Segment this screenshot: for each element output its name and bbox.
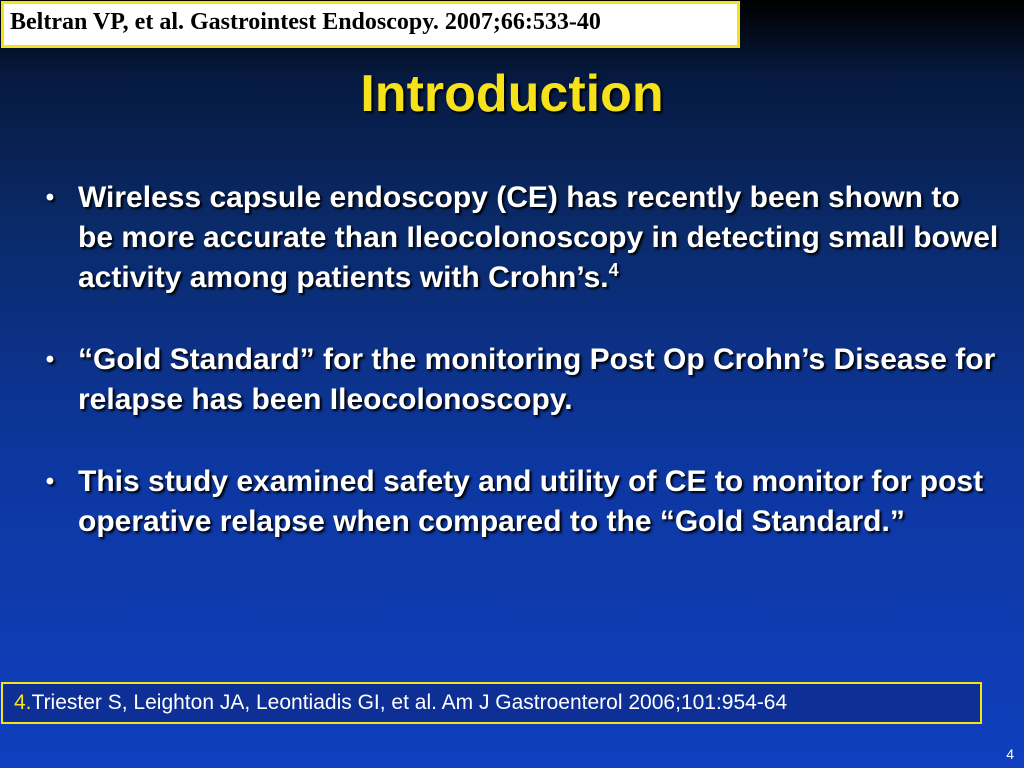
bullet-item bbox=[40, 462, 1000, 542]
slide-title: Introduction bbox=[360, 65, 664, 123]
citation-top: Beltran VP, et al. Gastrointest Endoscopy. 2007;66:533-40 bbox=[1, 1, 740, 48]
reference-text: Triester S, Leighton JA, Leontiadis GI, et al. Am J Gastroenterol 2006;101:954-64 bbox=[31, 691, 788, 714]
reference-number: 4. bbox=[14, 691, 32, 714]
bullet-icon: • bbox=[45, 468, 55, 495]
bullet-text: This study examined safety and utility of CE to monitor for post operative relapse when compared to the “Gold Standard.” bbox=[78, 465, 984, 538]
bullet-item bbox=[40, 178, 1000, 298]
citation-bottom bbox=[1, 682, 982, 724]
bullet-text: “Gold Standard” for the monitoring Post Op Crohn’s Disease for relapse has been Ileocolonoscopy. bbox=[78, 343, 996, 416]
bullet-icon: • bbox=[45, 346, 55, 373]
bullet-item bbox=[40, 340, 1000, 420]
bullet-text: Wireless capsule endoscopy (CE) has recently been shown to be more accurate than Ileocolonoscopy in detecting small bowel activity among patients with Crohn’s. bbox=[78, 181, 999, 294]
slide-number: 4 bbox=[1006, 746, 1014, 762]
bullet-superscript: 4 bbox=[608, 260, 619, 280]
bullet-icon: • bbox=[45, 184, 55, 211]
bullet-list bbox=[40, 178, 1000, 542]
